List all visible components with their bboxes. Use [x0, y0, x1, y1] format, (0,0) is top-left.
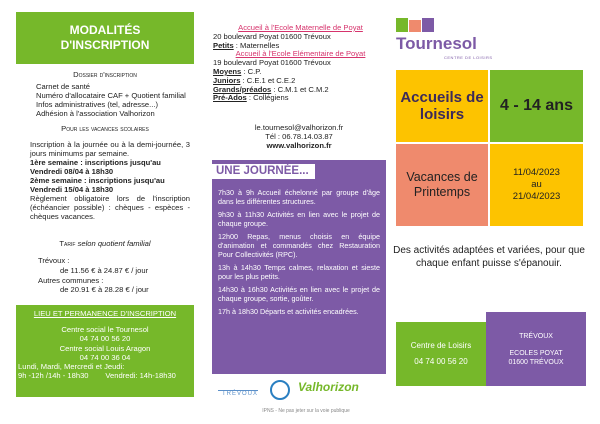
journee-text: Départs et activités encadrées. [257, 307, 359, 316]
tarif-label: Tarif [59, 239, 76, 248]
footer-note: IPNS - Ne pas jeter sur la voie publique [262, 408, 350, 414]
juniors-label: Juniors [213, 75, 241, 85]
adresses-block [213, 24, 388, 103]
date-to: au [531, 179, 542, 190]
sem1-date: Vendredi 08/04 à 18h30 [30, 167, 114, 176]
inscription-text: Inscription à la journée ou à la demi-journée, 3 jours minimums par semaine. [30, 140, 190, 158]
lieu-title: LIEU ET PERMANENCE D'INSCRIPTION [33, 309, 177, 318]
trevoux-label: Trévoux : [38, 256, 70, 265]
centre2-name: Centre social Louis Aragon [59, 344, 151, 353]
centre1-tel: 04 74 00 56 20 [79, 334, 131, 343]
modalites-title-1: MODALITÉS [69, 23, 141, 37]
elementaire-title: Accueil à l'Ecole Elémentaire de Poyat [235, 49, 366, 59]
date-from: 11/04/2023 [513, 167, 560, 178]
sem1-label: 1ère semaine : inscriptions jusqu'au [30, 158, 161, 167]
maternelle-addr: 20 boulevard Poyat 01600 Trévoux [213, 31, 331, 41]
journee-item [218, 188, 380, 206]
moyens-label: Moyens [213, 66, 242, 76]
journee-time: 12h00 [218, 232, 238, 241]
journee-item [218, 307, 380, 316]
trevoux-city: TRÉVOUX [519, 332, 553, 340]
journee-title: UNE JOURNÉE... [212, 164, 315, 179]
trevoux-box [486, 312, 586, 386]
reglement-text: Règlement obligatoire lors de l'inscription (échéancier possible) : chèques - espèces - chèques vacances. [30, 194, 190, 221]
vacances-title: Pour les vacances scolaires [61, 124, 149, 133]
dossier-item: Infos administratives (tel, adresse...) [36, 100, 158, 109]
centre1-name: Centre social le Tournesol [61, 325, 149, 334]
juniors-value: : C.E.1 et C.E.2 [240, 75, 296, 85]
journee-text: Repas, menus choisis en équipe d'animation et commandés chez Restauration Pour Collectivités (RPC). [218, 232, 380, 259]
journee-item [218, 263, 380, 281]
tagline: Des activités adaptées et variées, pour que chaque enfant puisse s'épanouir. [393, 245, 585, 269]
inscription-block [30, 140, 190, 221]
elementaire-addr: 19 boulevard Poyat 01600 Trévoux [213, 58, 331, 68]
journee-time: 13h à 14h30 [218, 263, 261, 272]
journee-item [218, 232, 380, 259]
trevoux-logo [214, 380, 266, 402]
dates-box [490, 144, 583, 226]
petits-label: Petits [213, 40, 234, 50]
centre-tel: 04 74 00 56 20 [414, 357, 468, 366]
journee-item [218, 210, 380, 228]
modalites-title-2: D'INSCRIPTION [60, 38, 150, 52]
lieu-box [16, 305, 194, 397]
trevoux-logo-mark [218, 380, 258, 391]
tarif-title [16, 239, 194, 248]
preados-line [213, 94, 388, 103]
lieu-days: Lundi, Mardi, Mercredi et Jeudi: [18, 362, 125, 371]
journee-list [218, 188, 380, 316]
tournesol-logo-bars [396, 18, 436, 32]
journee-time: 14h30 à 16h30 [218, 285, 268, 294]
preados-label: Pré-Ados [213, 93, 247, 103]
journee-text: Temps calmes, relaxation et sieste pour les plus petits. [218, 263, 380, 281]
moyens-value: : C.P. [241, 66, 262, 76]
centre-label: Centre de Loisirs [410, 341, 472, 350]
grands-value: : C.M.1 et C.M.2 [271, 84, 329, 94]
tournesol-logo-sub: CENTRE DE LOISIRS [444, 55, 493, 60]
dossier-item: Carnet de santé [36, 82, 91, 91]
journee-time: 9h30 à 11h30 [218, 210, 265, 219]
age-box: 4 - 14 ans [490, 70, 583, 142]
journee-box [212, 160, 386, 374]
centre-box [396, 322, 486, 386]
sem2-label: 2ème semaine : inscriptions jusqu'au [30, 176, 165, 185]
journee-text: Activités en lien avec le projet de chaque groupe, sortie, goûter. [218, 285, 380, 303]
accueils-box: Accueils de loisirs [396, 70, 488, 142]
contact-email[interactable]: le.tournesol@valhorizon.fr [254, 123, 344, 132]
modalites-header [16, 12, 194, 64]
journee-item [218, 285, 380, 303]
contact-web[interactable]: www.valhorizon.fr [266, 140, 332, 150]
tournesol-logo: Tournesol [396, 34, 477, 53]
petits-value: : Maternelles [233, 40, 280, 50]
preados-value: : Collégiens [246, 93, 289, 103]
lieu-hours: 9h -12h /14h - 18h30 Vendredi: 14h-18h30 [18, 371, 176, 380]
journee-time: 17h à 18h30 [218, 307, 258, 316]
trevoux-ecoles: ECOLES POYAT [509, 349, 563, 357]
dossier-title: Dossier d'inscription [73, 70, 137, 79]
sem2-date: Vendredi 15/04 à 18h30 [30, 185, 114, 194]
dossier-item: Numéro d'allocataire CAF + Quotient familial [36, 91, 186, 100]
tarif-sub: selon quotient familial [77, 239, 151, 248]
valhorizon-logo: Valhorizon [298, 380, 359, 394]
journee-time: 7h30 à 9h [218, 188, 254, 197]
trevoux-cp: 01600 TRÉVOUX [508, 358, 564, 366]
maternelle-title: Accueil à l'Ecole Maternelle de Poyat [238, 23, 363, 32]
contact-tel: Tél : 06.78.14.03.87 [265, 131, 333, 141]
date-end: 21/04/2023 [512, 191, 561, 202]
centre2-tel: 04 74 00 36 04 [79, 353, 131, 362]
journee-text: Activités en lien avec le projet de chaque groupe. [218, 210, 380, 228]
contact-block [212, 124, 386, 150]
caf-logo-icon [270, 380, 290, 400]
dossier-item: Adhésion à l'association Valhorizon [36, 109, 155, 118]
vacances-box: Vacances de Printemps [396, 144, 488, 226]
trevoux-logo-text: TRÉVOUX [221, 391, 258, 397]
dossier-list [36, 82, 206, 118]
trevoux-price: de 11.56 € à 24.87 € / jour [60, 266, 149, 275]
autres-price: de 20.91 € à 28.28 € / jour [60, 285, 149, 294]
grands-label: Grands/préados [213, 84, 272, 94]
journee-text: Accueil échelonné par groupe d'âge dans les différentes structures. [218, 188, 380, 206]
autres-label: Autres communes : [38, 276, 104, 285]
